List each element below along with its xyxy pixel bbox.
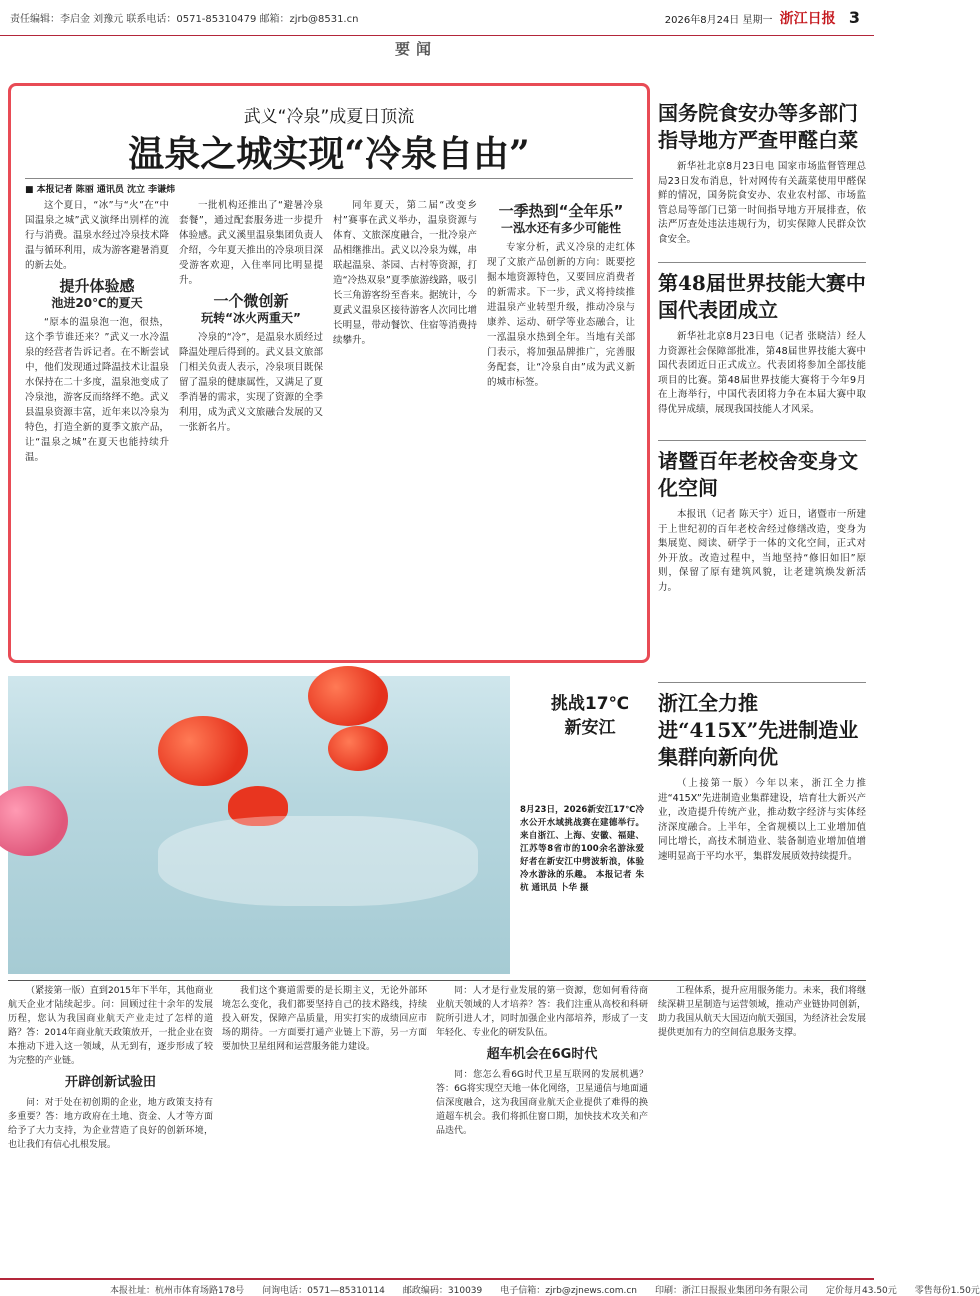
side-headline: 诸暨百年老校舍变身文化空间 bbox=[658, 449, 858, 500]
photo-title-line-1: 挑战17℃ bbox=[550, 694, 630, 714]
side-story-2 bbox=[658, 270, 866, 430]
paragraph: （上接第一版）今年以来，浙江全力推进“415X”先进制造业集群建设，培育壮大新兴产业，改造提升传统产业，推动数字经济与实体经济深度融合。上半年，全省规模以上工业增加值同比增长，高技术制造业、装备制造业增加值增速明显高于平均水平，集群发展质效持续提升。 bbox=[658, 778, 866, 862]
divider bbox=[8, 980, 866, 981]
subhead: 提升体验感 bbox=[59, 277, 135, 295]
subhead-secondary: 池进20℃的夏天 bbox=[51, 296, 143, 310]
paragraph: 一批机构还推出了“避暑冷泉套餐”，通过配套服务进一步提升体验感。武义溪里温泉集团负责人介绍，今年夏天推出的冷泉项目深受游客欢迎，入住率同比明显提升。 bbox=[179, 200, 323, 286]
photo-caption: 8月23日，2026新安江17℃冷水公开水域挑战赛在建德举行。来自浙江、上海、安徽、福建、江苏等8省市的100余名游泳爱好者在新安江中劈波斩浪，体验冷水游泳的乐趣。 本报记者 朱杭 通讯员 卜华 摄 bbox=[520, 805, 644, 893]
side-headline: 浙江全力推进“415X”先进制造业集群向新向优 bbox=[658, 691, 859, 769]
paragraph: 这个夏日，“冰”与“火”在“中国温泉之城”武义演绎出别样的流行与消费。温泉水经过冷泉技术降温与循环利用，成为游客避暑消夏的新去处。 bbox=[25, 200, 169, 271]
side-body bbox=[658, 508, 866, 595]
divider bbox=[658, 682, 866, 683]
section-label: 要闻 bbox=[395, 40, 438, 58]
photo-title-line-2: 新安江 bbox=[564, 718, 616, 738]
issue-date: 2026年8月24日 星期一 bbox=[664, 15, 773, 26]
paragraph: 问：对于处在初创期的企业，地方政策支持有多重要？答：地方政府在土地、资金、人才等方面给予了大力支持，为企业营造了良好的创新环境，也让我们有信心扎根发展。 bbox=[8, 1098, 213, 1150]
buoy-image bbox=[308, 666, 388, 726]
side-story-3 bbox=[658, 448, 866, 676]
lead-headline: 温泉之城实现“冷泉自由” bbox=[128, 133, 530, 175]
side-body bbox=[658, 330, 866, 417]
water-splash-image bbox=[158, 816, 478, 906]
lead-byline: ■ 本报记者 陈丽 通讯员 沈立 李谦炜 bbox=[25, 185, 176, 195]
paragraph: 冷泉的“冷”，是温泉水质经过降温处理后得到的。武义县文旅部门相关负责人表示，冷泉项目既保留了温泉的健康属性，又满足了夏季消暑的需求，实现了资源的全季利用，成为武义文旅融合发展的又一张新名片。 bbox=[179, 332, 323, 433]
page-header bbox=[0, 0, 874, 36]
paragraph: 新华社北京8月23日电 国家市场监督管理总局23日发布消息，针对网传有关蔬菜使用甲醛保鲜的情况，国务院食安办、农业农村部、市场监管总局等部门已第一时间指导地方开展排查，依法严厉查处违法违规行为，切实保障人民群众饮食安全。 bbox=[658, 161, 866, 245]
paragraph: “原本的温泉泡一泡，很热，这个季节谁还来？”武义一水冷温泉的经营者告诉记者。在不断尝试中，他们发现通过降温技术让温泉水保持在二十多度，温泉池变成了冷泉池，游客反而络绎不绝。武义县温泉资源丰富，近年来以冷泉为特色，打造全新的夏季文旅产品，让“温泉之城”在夏天也能持续升温。 bbox=[25, 317, 169, 463]
photo-title bbox=[540, 692, 640, 740]
divider bbox=[658, 262, 866, 263]
divider bbox=[658, 440, 866, 441]
buoy-image bbox=[328, 726, 388, 771]
side-body bbox=[658, 160, 866, 247]
buoy-image bbox=[158, 716, 248, 786]
page-footer: 本报社址：杭州市体育场路178号 问询电话：0571—85310114 邮政编码：310039 电子信箱：zjrb@zjnews.com.cn 印刷：浙江日报报业集团印务有限公司 定价每月43.50元 零售每份1.50元 bbox=[0, 1278, 874, 1296]
side-story-4 bbox=[658, 690, 866, 974]
side-headline: 国务院食安办等多部门指导地方严查甲醛白菜 bbox=[658, 101, 858, 152]
page-number: 3 bbox=[848, 8, 860, 27]
lead-column-4 bbox=[487, 198, 635, 658]
side-story-1 bbox=[658, 100, 866, 260]
interview-column-1 bbox=[8, 984, 213, 1276]
lead-kicker: 武义“冷泉”成夏日顶流 bbox=[243, 107, 415, 127]
subhead: 一季热到“全年乐” bbox=[498, 202, 624, 220]
paragraph: 工程体系，提升应用服务能力。未来，我们将继续深耕卫星制造与运营领域，推动产业链协同创新，助力我国从航天大国迈向航天强国，为经济社会发展提供更加有力的空间信息服务支撑。 bbox=[658, 986, 866, 1038]
subhead-secondary: 玩转“冰火两重天” bbox=[201, 311, 301, 325]
divider bbox=[25, 178, 633, 179]
lead-column-1 bbox=[25, 198, 169, 658]
paragraph: 同：您怎么看6G时代卫星互联网的发展机遇？答：6G将实现空天地一体化网络，卫星通信与地面通信深度融合，这为我国商业航天企业提供了难得的换道超车机会。我们将抓住窗口期，加快技术攻关和产品迭代。 bbox=[436, 1070, 648, 1136]
editor-info: 责任编辑：李启金 刘豫元 联系电话：0571-85310479 邮箱：zjrb@8531.cn bbox=[10, 14, 359, 25]
paragraph: 同年夏天，第二届“改变乡村”赛事在武义举办，温泉资源与体育、文旅深度融合，一批冷泉产品相继推出。武义以冷泉为媒，串联起温泉、茶园、古村等资源，打造“冷热双泉”夏季旅游线路，吸引长三角游客纷至沓来。据统计，今夏武义温泉区接待游客人次同比增长明显，带动餐饮、住宿等消费持续攀升。 bbox=[333, 200, 477, 346]
paragraph: 专家分析，武义冷泉的走红体现了文旅产品创新的方向：既要挖掘本地资源特色，又要回应消费者的新需求。下一步，武义将持续推进温泉产业转型升级，推动冷泉与康养、运动、研学等业态融合，让一泓温泉水热到全年。当地有关部门表示，将加强品牌推广，完善服务配套，让“冷泉自由”成为武义新的城市标签。 bbox=[487, 242, 635, 388]
paragraph: （紧接第一版）直到2015年下半年，其他商业航天企业才陆续起步。问：回顾过往十余年的发展历程，您认为我国商业航天产业走过了怎样的道路？答：2014年商业航天政策放开，一批企业在资本推动下进入这一领域，从无到有，逐步形成了较为完整的产业链。 bbox=[8, 986, 213, 1066]
paragraph: 我们这个赛道需要的是长期主义，无论外部环境怎么变化，我们都要坚持自己的技术路线，持续投入研发，保障产品质量，用实打实的成绩回应市场的期待。一方面要打通产业链上下游，另一方面要加快卫星组网和运营服务能力建设。 bbox=[222, 986, 427, 1052]
interview-column-4 bbox=[658, 984, 866, 1276]
buoy-image bbox=[0, 786, 68, 856]
subhead: 超车机会在6G时代 bbox=[486, 1047, 598, 1062]
subhead: 开辟创新试验田 bbox=[64, 1075, 156, 1090]
interview-column-2 bbox=[222, 984, 427, 1276]
newspaper-logo: 浙江日报 bbox=[779, 11, 836, 27]
paragraph: 新华社北京8月23日电（记者 张晓洁）经人力资源社会保障部批准，第48届世界技能大赛中国代表团近日正式成立。代表团将参加全部技能项目的比赛。第48届世界技能大赛将于今年9月在上海举行，中国代表团将力争在本届大赛中取得优异成绩，展现我国技能人才风采。 bbox=[658, 331, 866, 415]
side-body bbox=[658, 777, 866, 864]
subhead-secondary: 一泓水还有多少可能性 bbox=[500, 221, 621, 235]
paragraph: 同：人才是行业发展的第一资源，您如何看待商业航天领域的人才培养？答：我们注重从高校和科研院所引进人才，同时加强企业内部培养，形成了一支年轻化、专业化的研发队伍。 bbox=[436, 986, 648, 1038]
lead-article bbox=[8, 83, 650, 663]
header-right bbox=[665, 8, 860, 28]
paragraph: 本报讯（记者 陈天宇）近日，诸暨市一所建于上世纪初的百年老校舍经过修缮改造，变身为集展览、阅读、研学于一体的文化空间，正式对外开放。改造过程中，当地坚持“修旧如旧”原则，保留了原有建筑风貌，让老建筑焕发新活力。 bbox=[658, 509, 866, 593]
side-headline: 第48届世界技能大赛中国代表团成立 bbox=[658, 271, 866, 322]
lead-column-3 bbox=[333, 198, 477, 658]
subhead: 一个微创新 bbox=[213, 292, 289, 310]
interview-column-3 bbox=[436, 984, 648, 1276]
lead-column-2 bbox=[179, 198, 323, 658]
